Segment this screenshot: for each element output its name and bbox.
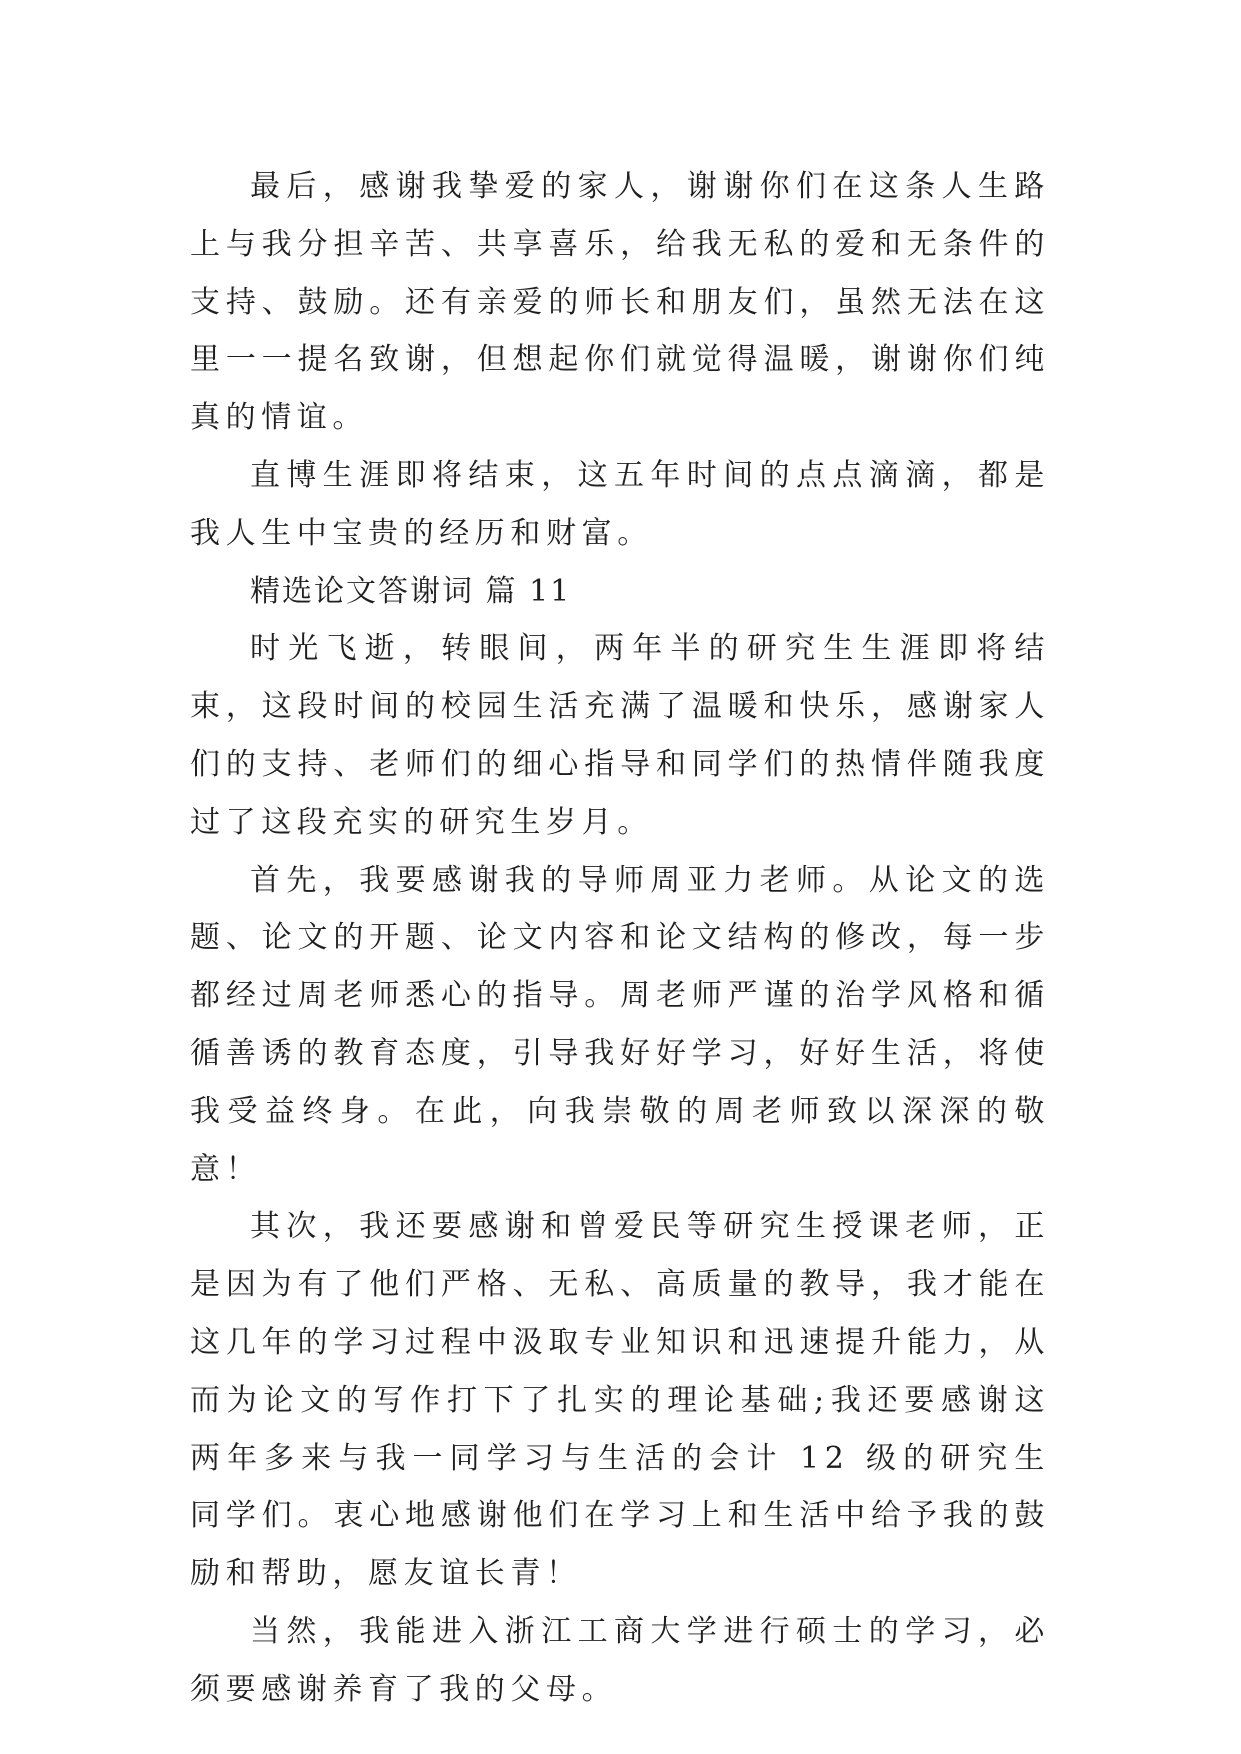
paragraph-teachers-thanks: 其次，我还要感谢和曾爱民等研究生授课老师，正是因为有了他们严格、无私、高质量的教导，我才能在这几年的学习过程中汲取专业知识和迅速提升能力，从而为论文的写作打下了扎实的理论基础;我还要感谢这两年多来与我一同学习与生活的会计 12 级的研究生同学们。衷心地感谢他们在学习上和生活中给予我的鼓励和帮助，愿友谊长青！ [190,1209,1050,1592]
paragraph-advisor-thanks: 首先，我要感谢我的导师周亚力老师。从论文的选题、论文的开题、论文内容和论文结构的修改，每一步都经过周老师悉心的指导。周老师严谨的治学风格和循循善诱的教育态度，引导我好好学习，好好生活，将使我受益终身。在此，向我崇敬的周老师致以深深的敬意！ [190,862,1050,1187]
paragraph-parents-thanks: 当然，我能进入浙江工商大学进行硕士的学习，必须要感谢养育了我的父母。 [190,1613,1050,1707]
paragraph-family-thanks: 最后，感谢我挚爱的家人，谢谢你们在这条人生路上与我分担辛苦、共享喜乐，给我无私的爱和无条件的支持、鼓励。还有亲爱的师长和朋友们，虽然无法在这里一一提名致谢，但想起你们就觉得温暖，谢谢你们纯真的情谊。 [190,169,1050,436]
document-body [190,158,1050,1719]
section-heading: 精选论文答谢词 篇 11 [250,573,572,609]
paragraph-phd-ending: 直博生涯即将结束，这五年时间的点点滴滴，都是我人生中宝贵的经历和财富。 [190,457,1050,551]
paragraph-time-flies: 时光飞逝，转眼间，两年半的研究生生涯即将结束，这段时间的校园生活充满了温暖和快乐，感谢家人们的支持、老师们的细心指导和同学们的热情伴随我度过了这段充实的研究生岁月。 [190,631,1050,840]
